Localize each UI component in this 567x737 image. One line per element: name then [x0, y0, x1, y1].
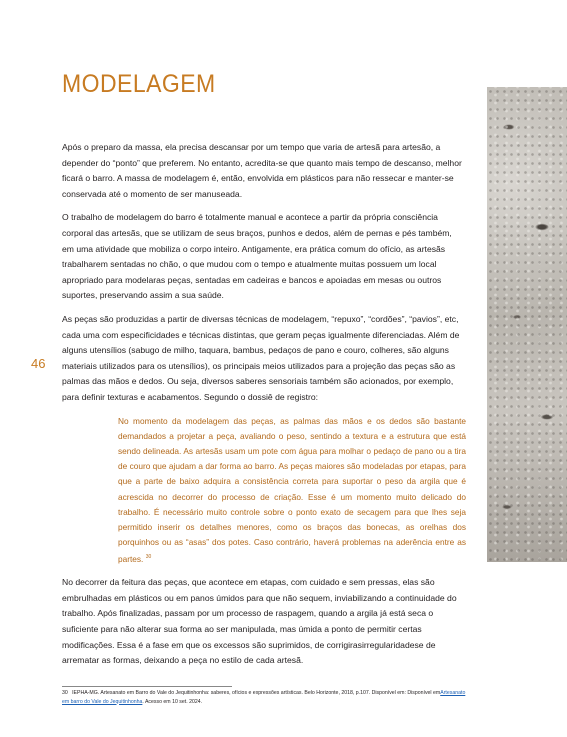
- footnote-link[interactable]: Artesanato em barro do Vale do Jequitinhonha: [62, 690, 466, 705]
- clay-texture-photo: [487, 87, 567, 562]
- footnote-text: IEPHA-MG. Artesanato em Barro do Vale do Jequitinhonha: saberes, ofícios e expressões artísticas. Belo Horizonte, 2018, p.107. Disponível em: Disponível em: [72, 690, 441, 696]
- quote-text: No momento da modelagem das peças, as palmas das mãos e os dedos são bastante demandados a projetar a peça, avaliando o peso, sentindo a textura e a estrutura que está sendo delineada. As artesãs usam um pote com água para molhar o pedaço de pano ou a tira de couro que ajudam a dar forma ao barro. As peças maiores são modeladas por etapas, para que a parte de baixo adquira a consistência correta para suportar o peso da argila que é acrescida no decorrer do processo de criação. Esse é um momento muito delicado do trabalho. É necessário muito controle sobre o ponto exato de secagem para que lhes seja permitido inserir os detalhes menores, como os braços das bonecas, as orelhas dos porquinhos ou as “asas” dos potes. Caso contrário, haverá problemas na aderência entre as partes.: [118, 415, 466, 565]
- paragraph: Após o preparo da massa, ela precisa descansar por um tempo que varia de artesã para artesão, a depender do “ponto” que preferem. No entanto, acredita-se que quanto mais tempo de descanso, melhor ficará o barro. A massa de modelagem é, então, envolvida em plásticos para não ressecar e manter-se conservada até o momento de ser manuseada.: [62, 142, 462, 199]
- paragraph: O trabalho de modelagem do barro é totalmente manual e acontece a partir da própria consciência corporal das artesãs, que se utilizam de seus braços, punhos e dedos, além de pernas e pés também, em uma atividade que mobiliza o corpo inteiro. Antigamente, era prática comum do ofício, as artesãs trabalharem sentadas no chão, o que mudou com o tempo e atualmente muitas possuem um local apropriado para modelaras peças, sentadas em cadeiras e bancos e apoiadas em mesas ou outros suportes, preservando assim a sua saúde.: [62, 212, 452, 301]
- footnote-number: 30: [62, 690, 68, 696]
- footnote-ref[interactable]: 30: [145, 554, 152, 561]
- page-number: 46: [31, 356, 46, 371]
- paragraph: As peças são produzidas a partir de diversas técnicas de modelagem, “repuxo”, “cordões”, “pavios”, etc, cada uma com especificidades e técnicas distintas, que geram peças igualmente diferenciadas. Além de alguns utensílios (sabugo de milho, taquara, bambus, pedaços de pano e couro, colheres, são alguns materiais utilizados para os utensílios), os principais meios utilizados para a projeção das peças são as palmas das mãos e dedos. Ou seja, diversos saberes sensoriais também são acionados, por exemplo, para definir texturas e acabamentos. Segundo o dossiê de registro:: [62, 313, 460, 402]
- body-text: [62, 140, 466, 677]
- footnote-divider: [62, 686, 232, 687]
- block-quote: [118, 414, 466, 568]
- paragraph: No decorrer da feitura das peças, que acontece em etapas, com cuidado e sem pressas, elas são embrulhadas em plásticos ou em panos úmidos para que não sequem, inviabilizando a continuidade do trabalho. Após finalizadas, passam por um processo de raspagem, quando a argila já está seca o suficiente para não alterar sua forma ao ser manipulada, mas úmida a ponto de permitir certas modificações. Essa é a fase em que os excessos são suprimidos, de corrigirasirregularidadese de arrematar as formas, deixando a peça no estilo de cada artesã.: [62, 577, 457, 666]
- page-title: MODELAGEM: [62, 70, 216, 98]
- footnote: [62, 689, 472, 706]
- footnote-access-date: . Acesso em 10 set. 2024.: [142, 698, 203, 705]
